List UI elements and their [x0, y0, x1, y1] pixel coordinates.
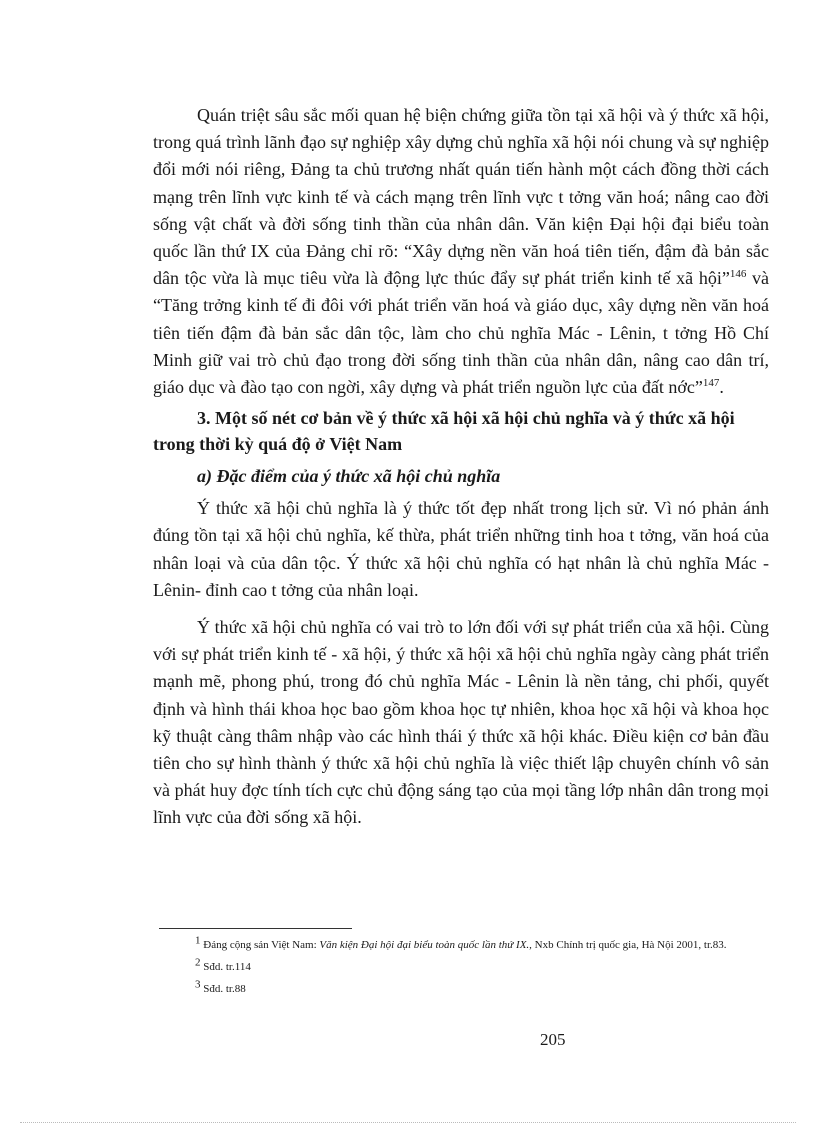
footnote-ref-146[interactable]: 146	[729, 268, 747, 281]
footnote-ref-147[interactable]: 147	[702, 377, 720, 390]
footnote-2	[159, 958, 771, 976]
footnote-2-text: Sđd. tr.114	[203, 961, 251, 973]
page-body	[153, 102, 769, 832]
footnote-1-text: Đảng cộng sản Việt Nam:	[203, 939, 320, 951]
paragraph-1	[153, 102, 769, 401]
page-number: 205	[540, 1030, 566, 1049]
footnote-1-title: Văn kiện Đại hội đại biểu toàn quốc lần thứ IX.,	[319, 939, 532, 951]
paragraph-1-end: .	[719, 377, 724, 398]
footnote-3-text: Sđd. tr.88	[203, 983, 246, 995]
footnote-marker-2: 2	[195, 956, 201, 969]
subsection-heading: a) Đặc điểm của ý thức xã hội chủ nghĩa	[197, 466, 501, 487]
paragraph-1-continuation: và “Tăng trởng kinh tế đi đôi với phát triển văn hoá và giáo dục, xây dựng nền văn hoá tiên tiến đậm đà bản sắc dân tộc, làm cho chủ nghĩa Mác - Lênin, t tởng Hồ Chí Minh giữ vai trò chủ đạo trong đời sống tinh thần của nhân dân, nâng cao dân trí, giáo dục và đào tạo con ngời, xây dựng và phát triển nguồn lực của đất nớc”	[153, 268, 769, 398]
footnote-1	[159, 936, 771, 954]
section-heading: 3. Một số nét cơ bản về ý thức xã hội xã hội chủ nghĩa và ý thức xã hội trong thời kỳ quá độ ở Việt Nam	[153, 408, 735, 455]
paragraph-1-text: Quán triệt sâu sắc mối quan hệ biện chứng giữa tồn tại xã hội và ý thức xã hội, trong quá trình lãnh đạo sự nghiệp xây dựng chủ nghĩa xã hội nói chung và sự nghiệp đổi mới nói riêng, Đảng ta chủ trương nhất quán tiến hành một cách đồng thời cách mạng trên lĩnh vực kinh tế và cách mạng trên lĩnh vực t tởng văn hoá; nâng cao đời sống vật chất và đời sống tinh thần của nhân dân. Văn kiện Đại hội đại biểu toàn quốc lần thứ IX của Đảng chỉ rõ: “Xây dựng nền văn hoá tiên tiến, đậm đà bản sắc dân tộc vừa là mục tiêu vừa là động lực thúc đẩy sự phát triển kinh tế xã hội”	[153, 105, 769, 289]
paragraph-2: Ý thức xã hội chủ nghĩa là ý thức tốt đẹp nhất trong lịch sử. Vì nó phản ánh đúng tồn tại xã hội chủ nghĩa, kế thừa, phát triển những tinh hoa t tởng, văn hoá của nhân loại và của dân tộc. Ý thức xã hội chủ nghĩa có hạt nhân là chủ nghĩa Mác - Lênin- đỉnh cao t tởng của nhân loại.	[153, 498, 769, 600]
footnote-marker-1: 1	[195, 934, 201, 947]
footnotes	[159, 936, 771, 1002]
footnote-marker-3: 3	[195, 978, 201, 991]
footnote-3	[159, 980, 771, 998]
footnote-separator	[159, 928, 352, 929]
footnote-1-publisher: Nxb Chính trị quốc gia, Hà Nội 2001, tr.83.	[531, 939, 727, 951]
paragraph-3: Ý thức xã hội chủ nghĩa có vai trò to lớn đối với sự phát triển của xã hội. Cùng với sự phát triển kinh tế - xã hội, ý thức xã hội xã hội chủ nghĩa ngày càng phát triển mạnh mẽ, phong phú, trong đó chủ nghĩa Mác - Lênin là nền tảng, chi phối, quyết định và hình thái khoa học bao gồm khoa học tự nhiên, khoa học xã hội và khoa học kỹ thuật càng thâm nhập vào các hình thái ý thức xã hội khác. Điều kiện cơ bản đầu tiên cho sự hình thành ý thức xã hội chủ nghĩa là việc thiết lập chuyên chính vô sản và phát huy đợc tính tích cực chủ động sáng tạo của mọi tầng lớp nhân dân trong mọi lĩnh vực của đời sống xã hội.	[153, 617, 769, 828]
